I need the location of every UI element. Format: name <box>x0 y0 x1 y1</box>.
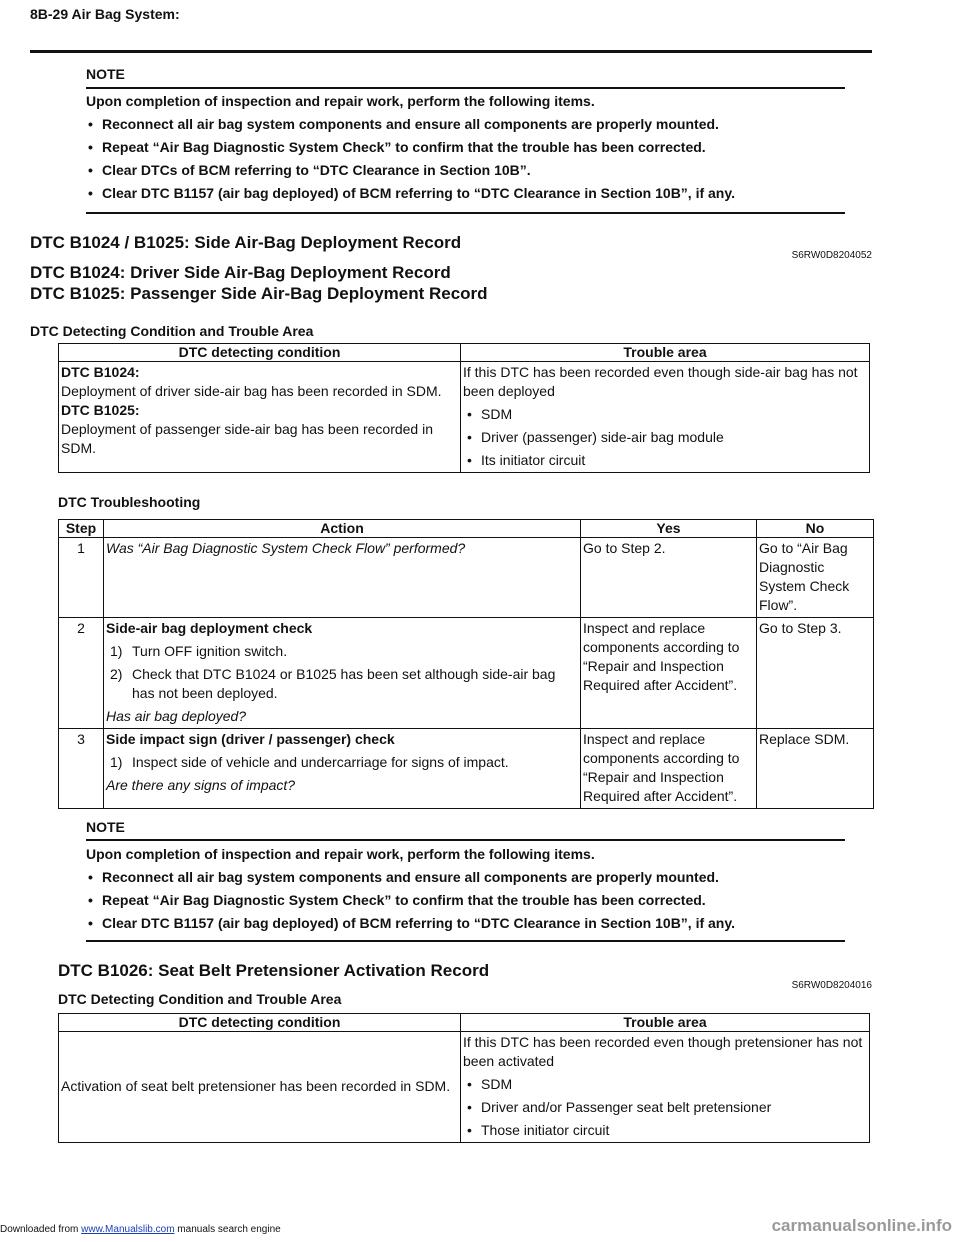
footer: Downloaded from www.Manualslib.com manuals search engine <box>0 1224 281 1235</box>
section-code: S6RW0D8204052 <box>791 250 872 261</box>
table-row: 2 Side-air bag deployment check 1) Turn OFF ignition switch. 2) Check that DTC B1024 or B1025 has been set although side-air bag has not been deployed. Has air bag deployed? Inspect and replace components according to “Repair and Inspection Required after Accident”. Go to Step 3. <box>59 618 874 729</box>
cond-heading: DTC Detecting Condition and Trouble Area <box>58 991 342 1007</box>
subsection-title: DTC B1024: Driver Side Air-Bag Deployment Record <box>30 263 451 282</box>
list-item: • Its initiator circuit <box>463 451 867 470</box>
subsection-title: DTC B1025: Passenger Side Air-Bag Deployment Record <box>30 284 488 303</box>
trouble-area-list <box>463 405 867 470</box>
table-cell: If this DTC has been recorded even though side-air bag has not been deployed • SDM • Driver (passenger) side-air bag module • Its initiator circuit <box>461 362 870 473</box>
manualslib-link[interactable]: www.Manualslib.com <box>81 1224 175 1235</box>
section-code: S6RW0D8204016 <box>791 980 872 991</box>
table-row: 3 Side impact sign (driver / passenger) check 1) Inspect side of vehicle and undercarriage for signs of impact. Are there any signs of impact? Inspect and replace components according to “Repair and Inspection Required after Accident”. Replace SDM. <box>59 729 874 809</box>
note-intro: Upon completion of inspection and repair work, perform the following items. <box>86 846 595 862</box>
condition-table <box>58 343 870 473</box>
table-row: 1 Was “Air Bag Diagnostic System Check Flow” performed? Go to Step 2. Go to “Air Bag Diagnostic System Check Flow”. <box>59 538 874 618</box>
header-rule <box>30 50 872 53</box>
section-title: DTC B1026: Seat Belt Pretensioner Activation Record <box>58 961 490 980</box>
table-header: DTC detecting condition <box>59 1014 461 1032</box>
table-header: DTC detecting condition <box>59 344 461 362</box>
watermark: carmanualsonline.info <box>771 1216 952 1235</box>
note-rule-top <box>86 839 845 841</box>
table-cell: Activation of seat belt pretensioner has been recorded in SDM. <box>59 1032 461 1143</box>
note-box-1: NOTE Upon completion of inspection and repair work, perform the following items. • Reconnect all air bag system components and ensure all components are properly mounted. • Repeat “Air Bag Diagnostic System Check” to confirm that the trouble has been corrected. • Clear DTCs of BCM referring to “DTC Clearance in Section 10B”. • Clear DTC B1157 (air bag deployed) of BCM referring to “DTC Clearance in Section 10B”, if any. <box>86 66 845 216</box>
condition-table-2 <box>58 1013 870 1143</box>
list-item: • Driver (passenger) side-air bag module <box>463 428 867 447</box>
list-item: • Driver and/or Passenger seat belt pretensioner <box>463 1098 867 1117</box>
list-item: • Those initiator circuit <box>463 1121 867 1140</box>
table-cell: Side impact sign (driver / passenger) check 1) Inspect side of vehicle and undercarriage for signs of impact. Are there any signs of impact? <box>104 729 581 809</box>
table-header: Yes <box>581 520 757 538</box>
ts-heading: DTC Troubleshooting <box>58 494 201 510</box>
note-rule-top <box>86 87 845 89</box>
table-header: Action <box>104 520 581 538</box>
trouble-area-list <box>463 1075 867 1140</box>
note-intro: Upon completion of inspection and repair work, perform the following items. <box>86 93 595 109</box>
troubleshooting-table <box>58 519 874 809</box>
note-title: NOTE <box>86 819 125 835</box>
note-rule-bottom <box>86 212 845 214</box>
note-title: NOTE <box>86 66 125 82</box>
table-header: Trouble area <box>461 344 870 362</box>
table-cell: If this DTC has been recorded even though pretensioner has not been activated • SDM • Driver and/or Passenger seat belt pretensioner • Those initiator circuit <box>461 1032 870 1143</box>
note-box-2: NOTE Upon completion of inspection and repair work, perform the following items. • Reconnect all air bag system components and ensure all components are properly mounted. • Repeat “Air Bag Diagnostic System Check” to confirm that the trouble has been corrected. • Clear DTC B1157 (air bag deployed) of BCM referring to “DTC Clearance in Section 10B”, if any. <box>86 819 845 945</box>
table-cell: DTC B1024: Deployment of driver side-air bag has been recorded in SDM. DTC B1025: Deployment of passenger side-air bag has been recorded in SDM. <box>59 362 461 473</box>
table-header: Trouble area <box>461 1014 870 1032</box>
page-header: 8B-29 Air Bag System: <box>30 6 180 22</box>
list-item: • SDM <box>463 1075 867 1094</box>
table-cell: Side-air bag deployment check 1) Turn OFF ignition switch. 2) Check that DTC B1024 or B1025 has been set although side-air bag has not been deployed. Has air bag deployed? <box>104 618 581 729</box>
section-title: DTC B1024 / B1025: Side Air-Bag Deployment Record <box>30 233 462 252</box>
note-rule-bottom <box>86 940 845 942</box>
table-header: Step <box>59 520 104 538</box>
list-item: • SDM <box>463 405 867 424</box>
cond-heading: DTC Detecting Condition and Trouble Area <box>30 323 314 339</box>
table-header: No <box>757 520 874 538</box>
